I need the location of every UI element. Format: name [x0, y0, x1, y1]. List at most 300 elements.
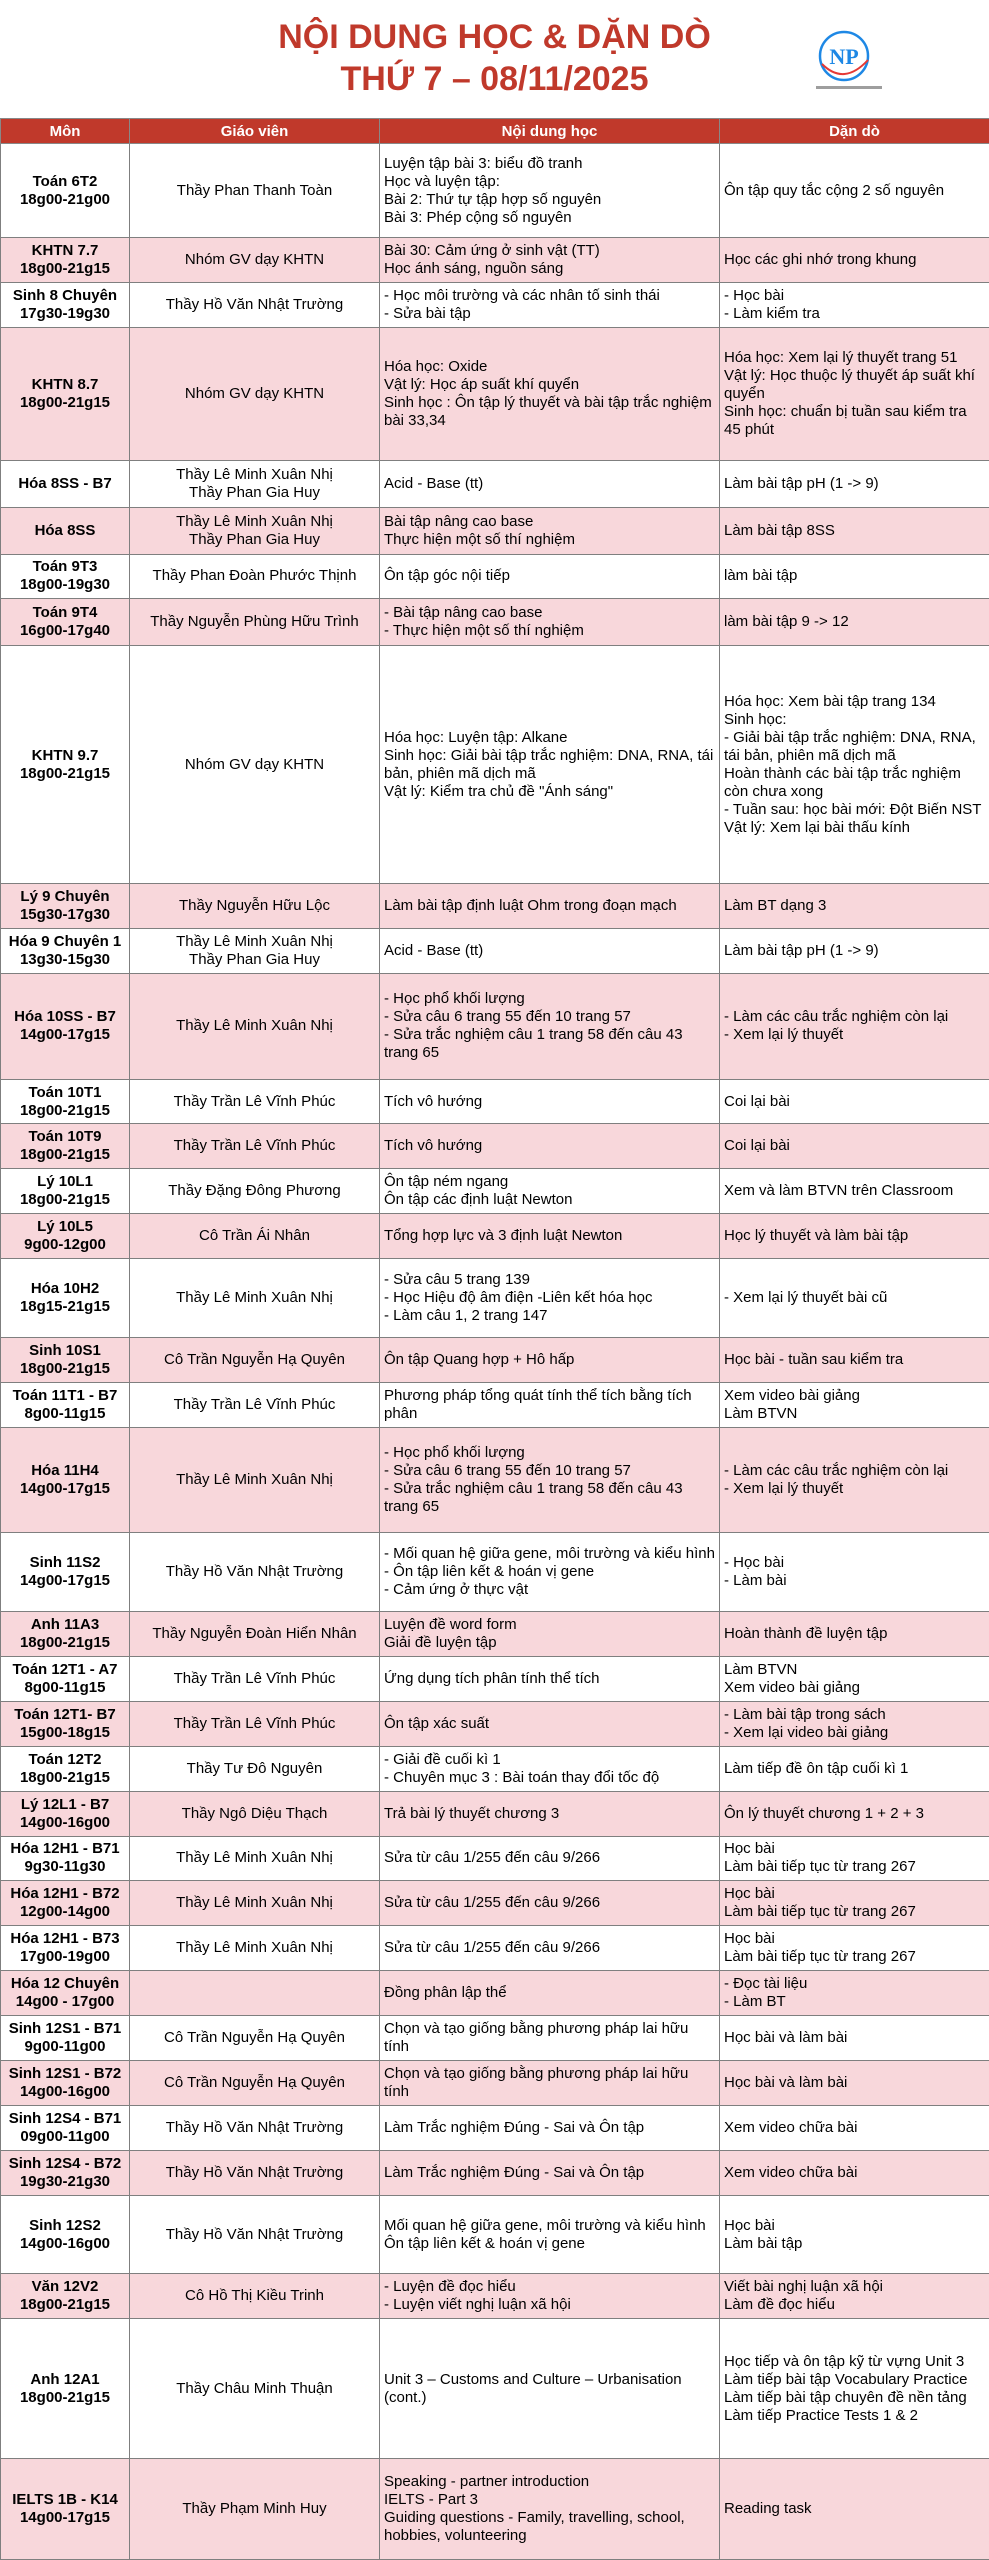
table-row [1, 1656, 989, 1701]
subject-cell-line: 14g00-17g15 [19, 1026, 111, 1044]
content-cell-line: - Chuyên mục 3 : Bài toán thay đổi tốc độ [384, 1768, 660, 1786]
homework-cell-line: Học bài [724, 1930, 775, 1948]
homework-cell-line: Xem video bài giảng [724, 1386, 860, 1404]
subject-cell-line: Sinh 12S4 - B71 [8, 2109, 122, 2127]
homework-cell-line: Học bài [724, 2216, 775, 2234]
homework-cell [720, 283, 989, 328]
teacher-cell [130, 1214, 380, 1259]
table-row [1, 598, 989, 645]
subject-cell-line: Anh 12A1 [30, 2370, 100, 2388]
subject-cell-line: Hóa 8SS [34, 521, 96, 539]
content-cell-line: Sửa từ câu 1/255 đến câu 9/266 [384, 1939, 601, 1957]
subject-cell-line: Lý 12L1 - B7 [20, 1795, 110, 1813]
teacher-cell-line: Thầy Phan Gia Huy [189, 530, 320, 548]
homework-cell [720, 1124, 989, 1169]
content-cell-line: Luyện đề word form [384, 1615, 517, 1633]
homework-cell [720, 884, 989, 929]
subject-cell-line: 14g00-17g15 [19, 2508, 111, 2526]
content-cell-line: Phương pháp tổng quát tính thể tích bằng tích phân [384, 1386, 692, 1422]
subject-cell [1, 973, 130, 1079]
subject-cell-line: 18g00-21g15 [19, 1768, 111, 1786]
homework-cell-line: Ôn tập quy tắc cộng 2 số nguyên [724, 181, 945, 199]
content-cell [380, 1701, 720, 1746]
content-cell-line: Guiding questions - Family, travelling, school, hobbies, volunteering [384, 2508, 685, 2544]
content-cell-line: Sửa từ câu 1/255 đến câu 9/266 [384, 1849, 601, 1867]
subject-cell-line: 14g00-16g00 [19, 2083, 111, 2101]
table-row [1, 328, 989, 461]
teacher-cell [130, 1382, 380, 1427]
homework-cell [720, 973, 989, 1079]
homework-cell-line: Làm tiếp đề ôn tập cuối kì 1 [724, 1759, 909, 1777]
homework-cell-line: - Làm các câu trắc nghiệm còn lại [724, 1008, 949, 1026]
schedule-table [0, 118, 989, 2560]
content-cell [380, 1971, 720, 2016]
subject-cell [1, 2106, 130, 2151]
content-cell-line: Sinh học : Ôn tập lý thuyết và bài tập trắc nghiệm bài 33,34 [384, 393, 712, 429]
teacher-cell-line: Thầy Lê Minh Xuân Nhị [176, 1849, 333, 1867]
content-cell [380, 2195, 720, 2274]
content-cell [380, 1169, 720, 1214]
subject-cell-line: 18g00-21g15 [19, 1359, 111, 1377]
homework-cell-line: - Làm các câu trắc nghiệm còn lại [724, 1461, 949, 1479]
table-row [1, 1881, 989, 1926]
homework-cell [720, 1611, 989, 1656]
homework-cell [720, 1881, 989, 1926]
content-cell-line: Mối quan hệ giữa gene, môi trường và kiểu hình [384, 2216, 706, 2234]
subject-cell-line: Toán 11T1 - B7 [12, 1386, 118, 1404]
teacher-cell-line: Thầy Trần Lê Vĩnh Phúc [173, 1714, 336, 1732]
teacher-cell [130, 1701, 380, 1746]
subject-cell [1, 1746, 130, 1791]
homework-cell-line: - Học bài [724, 287, 785, 305]
homework-cell [720, 1382, 989, 1427]
subject-cell-line: 15g30-17g30 [19, 906, 111, 924]
teacher-cell-line: Nhóm GV dạy KHTN [184, 755, 325, 773]
homework-cell-line: Sinh học: chuẩn bị tuần sau kiểm tra 45 phút [724, 402, 967, 438]
homework-cell [720, 1337, 989, 1382]
center-logo-icon [812, 26, 898, 96]
homework-cell [720, 2106, 989, 2151]
content-cell [380, 929, 720, 974]
teacher-cell-line: Thầy Trần Lê Vĩnh Phúc [173, 1669, 336, 1687]
column-header-subject: Môn [1, 119, 130, 144]
homework-cell [720, 2016, 989, 2061]
table-row [1, 1611, 989, 1656]
homework-cell-line: Reading task [724, 2499, 812, 2517]
homework-cell [720, 1656, 989, 1701]
subject-cell-line: 18g00-21g00 [19, 190, 111, 208]
teacher-cell [130, 2274, 380, 2319]
teacher-cell [130, 1427, 380, 1533]
content-cell [380, 1746, 720, 1791]
page-title: NỘI DUNG HỌC & DẶN DÒ [278, 18, 711, 56]
content-cell [380, 1259, 720, 1338]
homework-cell-line: - Xem lại video bài giảng [724, 1723, 889, 1741]
table-row [1, 460, 989, 507]
subject-cell-line: Sinh 11S2 [29, 1554, 101, 1572]
table-row [1, 283, 989, 328]
content-cell-line: Sinh học: Giải bài tập trắc nghiệm: DNA, RNA, tái bản, phiên mã dịch mã [384, 746, 714, 782]
content-cell-line: - Sửa câu 6 trang 55 đến 10 trang 57 [384, 1461, 631, 1479]
subject-cell [1, 1382, 130, 1427]
teacher-cell-line: Thầy Lê Minh Xuân Nhị [176, 933, 333, 951]
content-cell [380, 1881, 720, 1926]
content-cell [380, 1214, 720, 1259]
subject-cell [1, 2274, 130, 2319]
subject-cell-line: 9g00-12g00 [24, 1236, 106, 1254]
teacher-cell-line: Thầy Hồ Văn Nhật Trường [165, 2163, 344, 2181]
subject-cell [1, 1881, 130, 1926]
content-cell-line: Đồng phân lập thể [384, 1984, 507, 2002]
subject-cell-line: 14g00-16g00 [19, 1813, 111, 1831]
teacher-cell [130, 1259, 380, 1338]
content-cell-line: Thực hiện một số thí nghiệm [384, 530, 575, 548]
subject-cell-line: Hóa 12H1 - B73 [10, 1930, 120, 1948]
content-cell-line: Acid - Base (tt) [384, 474, 484, 492]
content-cell-line: - Ôn tập liên kết & hoán vị gene [384, 1563, 595, 1581]
table-row [1, 2319, 989, 2458]
subject-cell-line: Toán 9T3 [32, 558, 98, 576]
subject-cell [1, 507, 130, 554]
column-header-teacher: Giáo viên [130, 119, 380, 144]
homework-cell [720, 2274, 989, 2319]
teacher-cell [130, 144, 380, 238]
content-cell [380, 460, 720, 507]
homework-cell-line: Sinh học: [724, 710, 787, 728]
table-row [1, 2150, 989, 2195]
homework-cell [720, 1427, 989, 1533]
homework-cell-line: Học bài và làm bài [724, 2029, 848, 2047]
subject-cell-line: 18g00-21g15 [19, 393, 111, 411]
homework-cell-line: - Tuần sau: học bài mới: Đột Biến NST [724, 800, 982, 818]
content-cell-line: Giải đề luyện tập [384, 1633, 497, 1651]
table-row [1, 2274, 989, 2319]
subject-cell [1, 1214, 130, 1259]
subject-cell-line: Hóa 10SS - B7 [14, 1008, 116, 1026]
homework-cell [720, 598, 989, 645]
table-row [1, 1836, 989, 1881]
content-cell [380, 1427, 720, 1533]
subject-cell [1, 1836, 130, 1881]
subject-cell-line: KHTN 8.7 [31, 375, 99, 393]
subject-cell [1, 1701, 130, 1746]
subject-cell-line: 18g00-21g15 [19, 2296, 111, 2314]
homework-cell [720, 1169, 989, 1214]
homework-cell-line: Vật lý: Học thuộc lý thuyết áp suất khí quyển [724, 366, 975, 402]
homework-cell-line: Xem và làm BTVN trên Classroom [724, 1182, 954, 1200]
table-row [1, 2061, 989, 2106]
table-row [1, 884, 989, 929]
table-row [1, 1079, 989, 1124]
teacher-cell [130, 1169, 380, 1214]
homework-cell-line: Học bài và làm bài [724, 2074, 848, 2092]
table-row [1, 2195, 989, 2274]
content-cell-line: Ôn tập xác suất [384, 1714, 490, 1732]
content-cell-line: - Sửa bài tập [384, 305, 471, 323]
subject-cell [1, 2458, 130, 2559]
subject-cell [1, 1611, 130, 1656]
subject-cell [1, 1079, 130, 1124]
content-cell-line: Tích vô hướng [384, 1137, 483, 1155]
homework-cell [720, 1214, 989, 1259]
teacher-cell [130, 1971, 380, 2016]
subject-cell-line: Sinh 12S4 - B72 [8, 2154, 122, 2172]
subject-cell-line: Sinh 8 Chuyên [12, 287, 118, 305]
homework-cell-line: Học lý thuyết và làm bài tập [724, 1227, 909, 1245]
homework-cell-line: Hóa học: Xem lại lý thuyết trang 51 [724, 348, 958, 366]
content-cell-line: - Sửa trắc nghiệm câu 1 trang 58 đến câu 43 trang 65 [384, 1479, 683, 1515]
content-cell-line: Bài 2: Thứ tự tập hợp số nguyên [384, 190, 602, 208]
content-cell [380, 555, 720, 599]
subject-cell-line: 18g00-21g15 [19, 2388, 111, 2406]
subject-cell-line: Lý 9 Chuyên [20, 888, 110, 906]
homework-cell [720, 1836, 989, 1881]
teacher-cell [130, 1881, 380, 1926]
table-row [1, 1259, 989, 1338]
teacher-cell-line: Thầy Đặng Đông Phương [168, 1182, 341, 1200]
homework-cell-line: Học bài [724, 1840, 775, 1858]
teacher-cell-line: Thầy Châu Minh Thuận [176, 2379, 333, 2397]
subject-cell [1, 1791, 130, 1836]
content-cell [380, 2274, 720, 2319]
subject-cell-line: Sinh 12S2 [29, 2216, 101, 2234]
content-cell-line: - Bài tập nâng cao base [384, 603, 543, 621]
table-row [1, 1427, 989, 1533]
content-cell [380, 646, 720, 884]
table-row [1, 507, 989, 554]
content-cell-line: Tổng hợp lực và 3 định luật Newton [384, 1227, 623, 1245]
teacher-cell-line: Thầy Lê Minh Xuân Nhị [176, 512, 333, 530]
teacher-cell-line: Thầy Nguyễn Đoàn Hiển Nhân [152, 1624, 357, 1642]
homework-cell-line: Viết bài nghị luận xã hội [724, 2278, 884, 2296]
content-cell [380, 1337, 720, 1382]
homework-cell-line: làm bài tập 9 -> 12 [724, 612, 849, 630]
subject-cell-line: 18g00-21g15 [19, 260, 111, 278]
table-row [1, 1214, 989, 1259]
teacher-cell-line: Thầy Hồ Văn Nhật Trường [165, 1563, 344, 1581]
subject-cell-line: Toán 6T2 [32, 172, 98, 190]
homework-cell-line: Xem video chữa bài [724, 2163, 858, 2181]
content-cell [380, 884, 720, 929]
logo-lettering: NP [829, 44, 859, 69]
table-row [1, 238, 989, 283]
page-date: THỨ 7 – 08/11/2025 [340, 60, 649, 98]
table-row [1, 2106, 989, 2151]
teacher-cell [130, 973, 380, 1079]
teacher-cell [130, 1926, 380, 1971]
homework-cell-line: Coi lại bài [724, 1092, 790, 1110]
teacher-cell-line: Thầy Lê Minh Xuân Nhị [176, 1470, 333, 1488]
homework-cell-line: - Học bài [724, 1554, 785, 1572]
table-row [1, 1926, 989, 1971]
table-row [1, 555, 989, 599]
subject-cell [1, 1533, 130, 1612]
subject-cell-line: Toán 12T1- B7 [14, 1705, 116, 1723]
subject-cell-line: Sinh 10S1 [29, 1341, 101, 1359]
subject-cell [1, 283, 130, 328]
table-row [1, 1701, 989, 1746]
subject-cell-line: Toán 12T2 [28, 1750, 102, 1768]
subject-cell-line: 14g00-17g15 [19, 1572, 111, 1590]
homework-cell-line: Hóa học: Xem bài tập trang 134 [724, 692, 936, 710]
teacher-cell-line: Thầy Trần Lê Vĩnh Phúc [173, 1092, 336, 1110]
content-cell-line: Luyện tập bài 3: biểu đồ tranh [384, 154, 583, 172]
teacher-cell-line: Thầy Hồ Văn Nhật Trường [165, 296, 344, 314]
homework-cell [720, 238, 989, 283]
homework-cell [720, 507, 989, 554]
subject-cell-line: 14g00-17g15 [19, 1479, 111, 1497]
teacher-cell-line: Cô Trần Nguyễn Hạ Quyên [164, 1350, 345, 1368]
homework-cell [720, 1259, 989, 1338]
homework-cell [720, 2061, 989, 2106]
teacher-cell-line: Thầy Hồ Văn Nhật Trường [165, 2118, 344, 2136]
homework-cell-line: Làm bài tiếp tục từ trang 267 [724, 1903, 916, 1921]
teacher-cell [130, 507, 380, 554]
subject-cell-line: 8g00-11g15 [24, 1678, 106, 1696]
homework-cell-line: - Làm bài tập trong sách [724, 1705, 886, 1723]
subject-cell-line: 14g00 - 17g00 [15, 1993, 115, 2011]
homework-cell-line: Làm BTVN [724, 1404, 798, 1422]
subject-cell-line: 16g00-17g40 [19, 621, 111, 639]
homework-cell-line: Làm tiếp bài tập chuyên đề nền tảng [724, 2388, 967, 2406]
homework-cell [720, 1971, 989, 2016]
content-cell-line: Hóa học: Luyện tập: Alkane [384, 728, 568, 746]
homework-cell-line: Học bài [724, 1885, 775, 1903]
subject-cell-line: 18g00-21g15 [19, 764, 111, 782]
teacher-cell [130, 2150, 380, 2195]
teacher-cell [130, 2319, 380, 2458]
content-cell [380, 1533, 720, 1612]
homework-cell [720, 328, 989, 461]
teacher-cell-line: Thầy Trần Lê Vĩnh Phúc [173, 1395, 336, 1413]
content-cell-line: - Làm câu 1, 2 trang 147 [384, 1307, 548, 1325]
content-cell-line: Làm bài tập định luật Ohm trong đoạn mạch [384, 897, 677, 915]
content-cell [380, 1926, 720, 1971]
teacher-cell-line: Thầy Phan Gia Huy [189, 951, 320, 969]
homework-cell-line: Vật lý: Xem lại bài thấu kính [724, 818, 910, 836]
homework-cell [720, 144, 989, 238]
subject-cell-line: 9g30-11g30 [24, 1858, 106, 1876]
teacher-cell [130, 1124, 380, 1169]
content-cell [380, 1836, 720, 1881]
teacher-cell [130, 2106, 380, 2151]
subject-cell-line: 18g00-21g15 [19, 1191, 111, 1209]
teacher-cell-line: Thầy Phạm Minh Huy [182, 2499, 327, 2517]
homework-cell-line: Hoàn thành đề luyện tập [724, 1624, 888, 1642]
teacher-cell [130, 929, 380, 974]
homework-cell-line: Làm bài tiếp tục từ trang 267 [724, 1858, 916, 1876]
content-cell-line: - Sửa câu 5 trang 139 [384, 1271, 530, 1289]
homework-cell [720, 1926, 989, 1971]
teacher-cell [130, 646, 380, 884]
subject-cell-line: Hóa 12 Chuyên [10, 1975, 120, 1993]
content-cell-line: Unit 3 – Customs and Culture – Urbanisation (cont.) [384, 2370, 682, 2406]
subject-cell [1, 460, 130, 507]
subject-cell-line: 14g00-16g00 [19, 2234, 111, 2252]
content-cell [380, 2061, 720, 2106]
table-row [1, 1746, 989, 1791]
teacher-cell [130, 1791, 380, 1836]
subject-cell-line: Toán 10T9 [28, 1128, 102, 1146]
homework-cell-line: - Làm kiểm tra [724, 305, 820, 323]
homework-cell [720, 646, 989, 884]
content-cell-line: Chọn và tạo giống bằng phương pháp lai hữu tính [384, 2020, 689, 2056]
subject-cell [1, 2195, 130, 2274]
teacher-cell-line: Nhóm GV dạy KHTN [184, 384, 325, 402]
content-cell-line: Ôn tập Quang hợp + Hô hấp [384, 1350, 575, 1368]
subject-cell-line: Hóa 12H1 - B72 [10, 1885, 120, 1903]
content-cell-line: Ôn tập các định luật Newton [384, 1191, 573, 1209]
subject-cell [1, 1337, 130, 1382]
teacher-cell [130, 283, 380, 328]
content-cell-line: - Giải đề cuối kì 1 [384, 1750, 501, 1768]
teacher-cell-line: Thầy Lê Minh Xuân Nhị [176, 1289, 333, 1307]
content-cell-line: Vật lý: Học áp suất khí quyển [384, 375, 580, 393]
homework-cell [720, 1533, 989, 1612]
content-cell-line: Speaking - partner introduction [384, 2472, 590, 2490]
content-cell-line: - Học môi trường và các nhân tố sinh thái [384, 287, 660, 305]
homework-cell-line: - Làm bài [724, 1572, 787, 1590]
content-cell-line: Ôn tập liên kết & hoán vị gene [384, 2234, 585, 2252]
subject-cell-line: 8g00-11g15 [24, 1404, 106, 1422]
subject-cell-line: 19g30-21g30 [19, 2172, 111, 2190]
subject-cell [1, 328, 130, 461]
subject-cell-line: 18g00-21g15 [19, 1101, 111, 1119]
content-cell-line: - Thực hiện một số thí nghiệm [384, 621, 584, 639]
subject-cell [1, 1926, 130, 1971]
subject-cell-line: Lý 10L5 [37, 1218, 93, 1236]
teacher-cell-line: Cô Trần Ái Nhân [199, 1227, 310, 1245]
teacher-cell [130, 555, 380, 599]
content-cell-line: IELTS - Part 3 [384, 2490, 478, 2508]
content-cell [380, 1382, 720, 1427]
teacher-cell-line: Thầy Trần Lê Vĩnh Phúc [173, 1137, 336, 1155]
subject-cell-line: Lý 10L1 [37, 1173, 93, 1191]
teacher-cell-line: Thầy Ngô Diệu Thạch [181, 1804, 328, 1822]
content-cell [380, 1791, 720, 1836]
subject-cell [1, 598, 130, 645]
content-cell-line: - Sửa câu 6 trang 55 đến 10 trang 57 [384, 1008, 631, 1026]
content-cell-line: - Sửa trắc nghiệm câu 1 trang 58 đến câu 43 trang 65 [384, 1026, 683, 1062]
teacher-cell [130, 2195, 380, 2274]
homework-cell-line: Làm tiếp Practice Tests 1 & 2 [724, 2406, 918, 2424]
homework-cell-line: Làm bài tập pH (1 -> 9) [724, 474, 879, 492]
homework-cell-line: - Xem lại lý thuyết bài cũ [724, 1289, 888, 1307]
teacher-cell-line: Cô Trần Nguyễn Hạ Quyên [164, 2074, 345, 2092]
homework-cell-line: Làm bài tập pH (1 -> 9) [724, 942, 879, 960]
homework-cell-line: Học các ghi nhớ trong khung [724, 251, 917, 269]
homework-cell [720, 2458, 989, 2559]
teacher-cell [130, 1746, 380, 1791]
subject-cell-line: 18g00-21g15 [19, 1633, 111, 1651]
subject-cell-line: Toán 10T1 [28, 1083, 102, 1101]
teacher-cell-line: Thầy Hồ Văn Nhật Trường [165, 2225, 344, 2243]
subject-cell-line: 9g00-11g00 [24, 2038, 106, 2056]
table-row [1, 1337, 989, 1382]
teacher-cell-line: Thầy Phan Đoàn Phước Thịnh [152, 567, 357, 585]
homework-cell-line: Coi lại bài [724, 1137, 790, 1155]
content-cell-line: Học ánh sáng, nguồn sáng [384, 260, 564, 278]
subject-cell [1, 2061, 130, 2106]
content-cell [380, 2319, 720, 2458]
teacher-cell-line: Thầy Lê Minh Xuân Nhị [176, 1939, 333, 1957]
homework-cell [720, 2319, 989, 2458]
subject-cell [1, 2016, 130, 2061]
content-cell [380, 1611, 720, 1656]
table-row [1, 144, 989, 238]
subject-cell [1, 238, 130, 283]
homework-cell [720, 2195, 989, 2274]
